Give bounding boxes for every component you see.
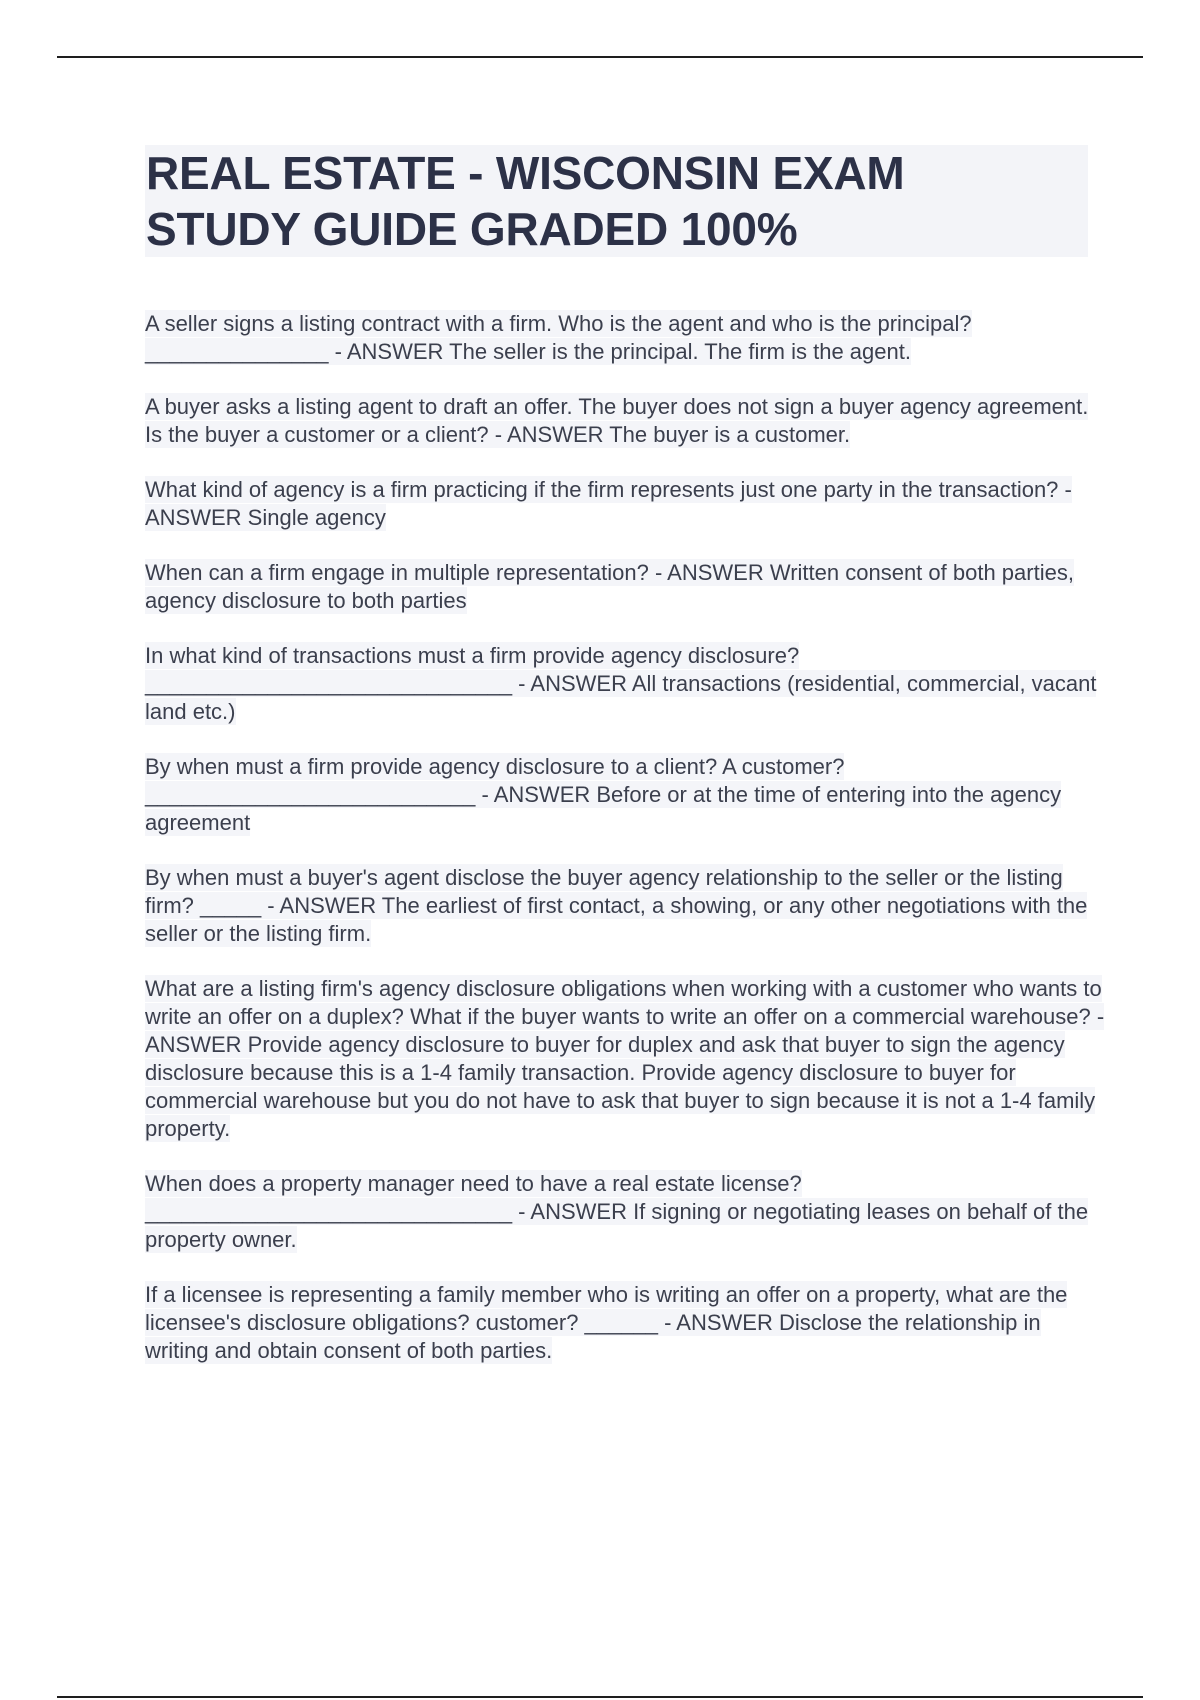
qa-item [145, 1281, 1105, 1365]
title-line-2: STUDY GUIDE GRADED 100% [146, 203, 798, 255]
question-text: A seller signs a listing contract with a firm. Who is the agent and who is the principal? _______________ [145, 311, 972, 364]
answer-text: - ANSWER Single agency [145, 477, 1072, 530]
top-rule [57, 56, 1143, 58]
question-text: If a licensee is representing a family member who is writing an offer on a property, what are the licensee's disclosure obligations? customer? ______ [145, 1282, 1068, 1335]
qa-item [145, 864, 1105, 948]
qa-item [145, 975, 1105, 1143]
question-text: By when must a buyer's agent disclose the buyer agency relationship to the seller or the listing firm? _____ [145, 865, 1063, 918]
qa-item [145, 1170, 1105, 1254]
answer-text: - ANSWER Provide agency disclosure to buyer for duplex and ask that buyer to sign the agency disclosure because this is a 1-4 family transaction. Provide agency disclosure to buyer for commercial warehouse but you do not have to ask that buyer to sign because it is not a 1-4 family property. [145, 1004, 1105, 1141]
answer-text: - ANSWER Before or at the time of entering into the agency agreement [145, 782, 1062, 835]
answer-text: - ANSWER The earliest of first contact, a showing, or any other negotiations with the seller or the listing firm. [145, 893, 1088, 946]
answer-text: - ANSWER Written consent of both parties, agency disclosure to both parties [145, 560, 1074, 613]
qa-list [145, 310, 1105, 1392]
answer-text: - ANSWER The buyer is a customer. [488, 422, 851, 447]
title-block [145, 145, 1088, 257]
qa-item [145, 559, 1105, 615]
question-text: When does a property manager need to have a real estate license? ______________________________ [145, 1171, 802, 1224]
title-line-1: REAL ESTATE - WISCONSIN EXAM [146, 147, 905, 199]
answer-text: - ANSWER The seller is the principal. The firm is the agent. [328, 339, 911, 364]
question-text: What kind of agency is a firm practicing if the firm represents just one party in the transaction? [145, 477, 1059, 502]
bottom-rule [57, 1696, 1143, 1698]
question-text: In what kind of transactions must a firm provide agency disclosure? ______________________________ [145, 643, 800, 696]
qa-item [145, 310, 1105, 366]
question-text: A buyer asks a listing agent to draft an offer. The buyer does not sign a buyer agency agreement. Is the buyer a customer or a client? [145, 394, 1089, 447]
answer-text: - ANSWER All transactions (residential, commercial, vacant land etc.) [145, 671, 1097, 724]
question-text: By when must a firm provide agency disclosure to a client? A customer? ___________________________ [145, 754, 845, 807]
qa-item [145, 753, 1105, 837]
answer-text: - ANSWER Disclose the relationship in writing and obtain consent of both parties. [145, 1310, 1041, 1363]
page-title [145, 145, 1088, 257]
question-text: When can a firm engage in multiple representation? [145, 560, 649, 585]
qa-item [145, 476, 1105, 532]
qa-item [145, 393, 1105, 449]
qa-item [145, 642, 1105, 726]
answer-text: - ANSWER If signing or negotiating leases on behalf of the property owner. [145, 1199, 1089, 1252]
question-text: What are a listing firm's agency disclosure obligations when working with a customer who wants to write an offer on a duplex? What if the buyer wants to write an offer on a commercial warehouse? [145, 976, 1102, 1029]
